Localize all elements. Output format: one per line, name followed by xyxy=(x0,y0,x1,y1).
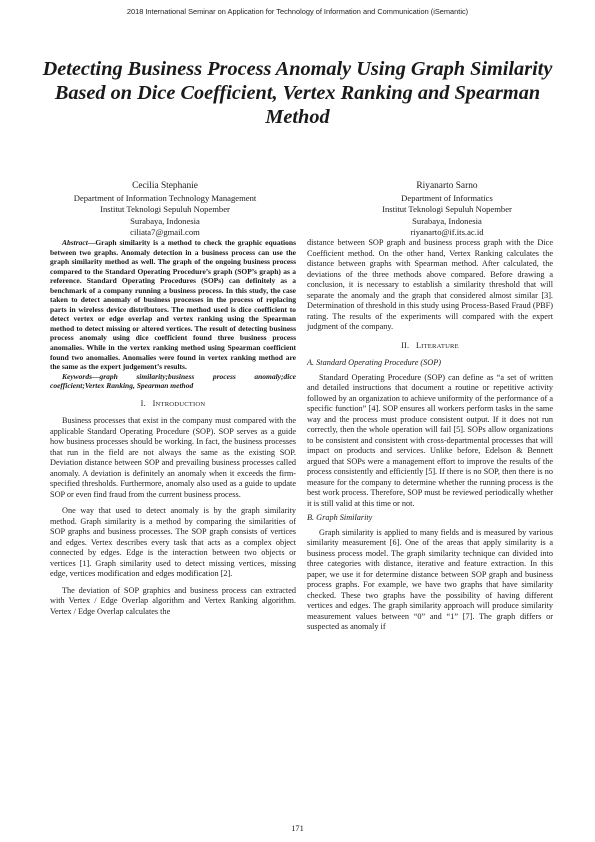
paper-title: Detecting Business Process Anomaly Using Graph Similarity Based on Dice Coefficient, Vertex Ranking and Spearman Method xyxy=(42,58,553,128)
section-heading-literature xyxy=(307,341,553,353)
section-title: ITERATURE xyxy=(421,342,459,350)
author-institute: Institut Teknologi Sepuluh Nopember xyxy=(382,204,512,215)
author-name: Riyanarto Sarno xyxy=(416,181,478,191)
section-number: I. xyxy=(140,398,146,408)
subsection-heading-sop: A. Standard Operating Procedure (SOP) xyxy=(307,358,442,367)
section-initial: I xyxy=(152,398,156,408)
author-city: Surabaya, Indonesia xyxy=(130,215,200,226)
paragraph: distance between SOP graph and business process graph with the Dice Coefficient method. On the other hand, Vertex Ranking calculates the distance between graphs with Spearman method. After calculated, the deviations of the three methods above compared. Before drawing a conclusion, it is necessary to establish a similarity threshold that will separate the anomaly and the graph that considered almost similar [3]. Determination of threshold in this study using Process-Based Fraud (PBF) rating. The results of the experiments will compared with the expert judgment of the company. xyxy=(307,238,553,331)
author-department: Department of Informatics xyxy=(401,193,493,204)
right-column xyxy=(307,238,553,633)
section-initial: L xyxy=(415,340,422,350)
author-institute: Institut Teknologi Sepuluh Nopember xyxy=(100,204,230,215)
keywords: Keywords—graph similarity;business process anomaly;dice coefficient;Vertex Ranking, Spearman method xyxy=(50,371,296,391)
section-number: II. xyxy=(401,340,410,350)
left-column xyxy=(50,238,296,617)
paragraph: Graph similarity is applied to many fields and is measured by various similarity measurement [6]. One of the areas that apply similarity is a business process model. The graph similarity technique can divided into three categories with distance, iterative and feature extraction. In this paper, we use it for determine distance between SOP graph and business process graphs. For example, we have two graphs that have similarity checked. These two graphs have the possibility of having different vertices and edges. The graph similarity approach will produce similarity measurement values between “0” and “1” [7]. The graph differs or suspected as anomaly if xyxy=(307,527,553,631)
subsection-heading-graph-similarity: B. Graph Similarity xyxy=(307,513,373,522)
paragraph: One way that used to detect anomaly is by the graph similarity method. Graph similarity is a method by comparing the similarities of SOP graphs and business processes. The SOP graph consists of vertices and edges. Vertex describes every task that acts as a complex object connected by edges. Edge is the interaction between two objects or vertices [1]. Graph similarity used to detect missing vertices, missing edge, vertices modification and edges modification [2]. xyxy=(50,506,296,579)
paragraph: Standard Operating Procedure (SOP) can define as “a set of written and detailed instructions that document a routine or repetitive activity followed by an organization to achieve uniformity of the performance of a specific function” [4]. SOP ensures all workers perform tasks in the same way and the process must produce consistent output. If it does not run correctly, then the whole operation will fail [5]. SOPs allow organizations to be consistent and consistent with cross-departmental processes that will impact on products and services. Unlike before, Edelson & Bennett argued that SOPs were a management effort to improve the results of the process consistently and efficiently [5]. If there is no SOP, then there is no measure for the company to determine whether the running process is the best work process. Therefore, SOP must be reviewed periodically whether it is still valid at this time or not. xyxy=(307,372,553,508)
author-name: Cecilia Stephanie xyxy=(132,181,198,191)
page-number: 171 xyxy=(291,824,304,833)
paragraph: The deviation of SOP graphics and business process can extracted with Vertex / Edge Overlap algorithm and Vertex Ranking algorithm. Vertex / Edge Overlap calculates the xyxy=(50,585,296,616)
section-title: NTRODUCTION xyxy=(155,400,206,408)
paragraph: Business processes that exist in the company must compared with the applicable Standard Operating Procedure (SOP). SOP serves as a guide how business processes should be working. In fact, the business processes that run in the field are not always the same as the existing SOP. Deviation distance between SOP and prevailing business processes called anomaly. A deviation is definitely an anomaly when it exceeds the firm-specified thresholds. Furthermore, anomaly also used as a guide to update SOP or even find fraud from the current business process. xyxy=(50,416,296,499)
abstract-text: —Graph similarity is a method to check the graphic equations between two graphs. Anomaly detection in a business process can use the graph similarity method as well. The graph of the ongoing business process compared to the Standard Operating Procedure’s graph (SOP’s graph) as a reference. Standard Operating Procedures (SOPs) can definitely as a benchmark of a company running a business process. In this study, the case taken to detect anomaly of business processes in the process of replacing parts in wireless device distributors. The method used is dice coefficient to detect vertex or edge overlap and vertex ranking using the Spearman method to detect missing or altered vertices. The result of detecting business process anomaly using dice coefficient found three business process anomalies. While in the vertex ranking method using Spearman coefficient found two anomalies. Anomalies were found in vertex ranking method are the same as the expert judgement’s results. xyxy=(50,238,296,372)
author-city: Surabaya, Indonesia xyxy=(412,215,482,226)
conference-header: 2018 International Seminar on Application for Technology of Information and Communication (iSemantic) xyxy=(126,7,469,16)
abstract-label: Abstract xyxy=(62,238,88,247)
section-heading-introduction xyxy=(50,399,296,411)
author-email: riyanarto@if.its.ac.id xyxy=(410,226,484,237)
author-email: ciliata7@gmail.com xyxy=(130,226,200,237)
author-block-2 xyxy=(322,181,572,238)
author-block-1 xyxy=(40,181,290,238)
abstract xyxy=(50,238,296,372)
author-department: Department of Information Technology Management xyxy=(73,193,257,204)
